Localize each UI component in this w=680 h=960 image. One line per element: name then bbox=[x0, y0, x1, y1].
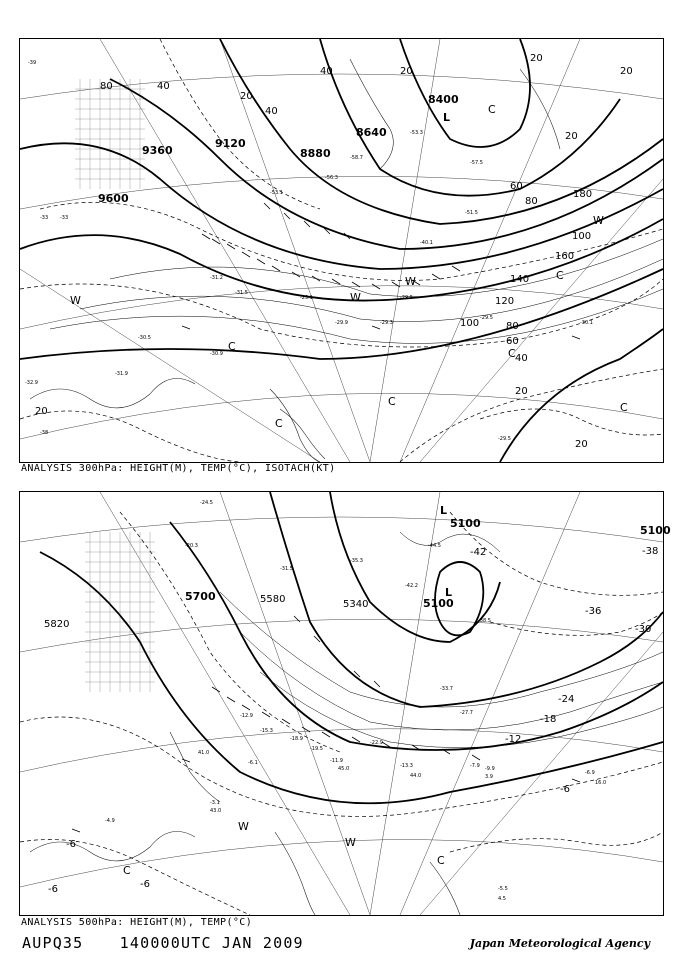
cold-mark: C bbox=[437, 854, 445, 867]
isotach-label: 100 bbox=[460, 318, 480, 329]
temperature-label: 44.0 bbox=[410, 773, 422, 779]
temperature-label: -53.1 bbox=[270, 190, 283, 196]
isotherm-label: -6 bbox=[560, 784, 570, 795]
height-label: 5100 bbox=[640, 524, 671, 537]
temperature-label: 41.0 bbox=[198, 750, 210, 756]
temperature-label: 16.0 bbox=[595, 780, 607, 786]
height-label: 5100 bbox=[423, 597, 454, 610]
temperature-label: -3.1 bbox=[210, 800, 220, 806]
cold-mark: C bbox=[228, 340, 236, 353]
temperature-label: -57.5 bbox=[470, 160, 483, 166]
chart-300hpa-panel bbox=[19, 38, 664, 463]
chart-300hpa-map bbox=[20, 39, 663, 462]
height-label: 5820 bbox=[44, 619, 70, 630]
height-label: 9360 bbox=[142, 144, 173, 157]
isotach-label: 80 bbox=[100, 81, 113, 92]
cold-mark: C bbox=[556, 269, 564, 282]
low-center-mark: L bbox=[440, 504, 448, 517]
temperature-label: -4.9 bbox=[105, 818, 115, 824]
isotach-label: 20 bbox=[530, 53, 543, 64]
temperature-label: -29.5 bbox=[498, 436, 511, 442]
isotherm-label: -6 bbox=[66, 839, 76, 850]
isotach-label: 80 bbox=[525, 196, 538, 207]
isotherm-label: -18 bbox=[540, 714, 557, 725]
temperature-label: -31.5 bbox=[235, 290, 248, 296]
temperature-label: -30.1 bbox=[580, 320, 593, 326]
cold-mark: C bbox=[388, 395, 396, 408]
cold-mark: C bbox=[123, 864, 131, 877]
temperature-label: -38 bbox=[40, 430, 49, 436]
temperature-label: -29.5 bbox=[400, 295, 413, 301]
isotherm-label: -12 bbox=[505, 734, 522, 745]
wind-hatch bbox=[75, 79, 145, 189]
temperature-label: -24.5 bbox=[200, 500, 213, 506]
temperature-label: -40.1 bbox=[420, 240, 433, 246]
cold-mark: C bbox=[275, 417, 283, 430]
isotach-label: 20 bbox=[400, 66, 413, 77]
product-code: AUPQ35 bbox=[22, 934, 84, 952]
temperature-label: 3.9 bbox=[485, 774, 493, 780]
chart-500hpa-panel bbox=[19, 491, 671, 916]
cold-mark: C bbox=[508, 347, 516, 360]
isotach-label: 20 bbox=[620, 66, 633, 77]
temperature-label: -22.9 bbox=[370, 740, 383, 746]
isotach-label: 60 bbox=[506, 336, 519, 347]
isotach-labels bbox=[35, 53, 633, 450]
height-label: 8400 bbox=[428, 93, 459, 106]
isotach-label: 140 bbox=[510, 274, 530, 285]
coastlines bbox=[30, 59, 560, 462]
isotach-label: 40 bbox=[157, 81, 170, 92]
isotach-label: 40 bbox=[515, 353, 528, 364]
temperature-label: -51.5 bbox=[465, 210, 478, 216]
isotach-label: 80 bbox=[506, 321, 519, 332]
temperature-label: 45.0 bbox=[338, 766, 350, 772]
isotherm-label: -30 bbox=[635, 624, 652, 635]
pressure-system-marks bbox=[123, 504, 452, 877]
wind-barbs bbox=[182, 203, 580, 339]
temperature-label: -29.3 bbox=[380, 320, 393, 326]
low-center-mark: L bbox=[445, 586, 453, 599]
height-label: 9120 bbox=[215, 137, 246, 150]
chart-500hpa-caption: ANALYSIS 500hPa: HEIGHT(M), TEMP(°C) bbox=[21, 917, 253, 928]
chart-500hpa-map bbox=[20, 492, 671, 915]
isotach-label: 120 bbox=[495, 296, 515, 307]
temperature-label: -33.7 bbox=[440, 686, 453, 692]
warm-mark: W bbox=[238, 820, 249, 833]
isotherm-label: -38 bbox=[642, 546, 659, 557]
height-label: 5580 bbox=[260, 594, 286, 605]
warm-mark: W bbox=[350, 291, 361, 304]
isotach-label: 20 bbox=[575, 439, 588, 450]
height-label: 8880 bbox=[300, 147, 331, 160]
temperature-label: -56.3 bbox=[325, 175, 338, 181]
temperature-label: -27.7 bbox=[460, 710, 473, 716]
isotherm-solid bbox=[220, 532, 663, 748]
temperature-label: -6.1 bbox=[248, 760, 258, 766]
height-label: 5700 bbox=[185, 590, 216, 603]
temperature-label: -53.3 bbox=[410, 130, 423, 136]
temperature-label: -31.5 bbox=[280, 566, 293, 572]
isotherm-contours bbox=[20, 512, 663, 915]
isotherm-label: -36 bbox=[585, 606, 602, 617]
temperature-label: -6.9 bbox=[585, 770, 595, 776]
temperature-label: -58.7 bbox=[350, 155, 363, 161]
isotach-label: 40 bbox=[320, 66, 333, 77]
height-label: 9600 bbox=[98, 192, 129, 205]
temperature-label: -39 bbox=[28, 60, 37, 66]
temperature-label: -30.5 bbox=[138, 335, 151, 341]
isotach-label: 160 bbox=[555, 251, 575, 262]
temperature-label: -11.9 bbox=[330, 758, 343, 764]
temperature-label: -9.9 bbox=[485, 766, 495, 772]
temperature-label: -32.9 bbox=[25, 380, 38, 386]
isotach-label: 40 bbox=[265, 106, 278, 117]
temperature-label: -33 bbox=[60, 215, 69, 221]
isotach-label: 60 bbox=[510, 181, 523, 192]
isotach-label: 100 bbox=[572, 231, 592, 242]
wind-hatch bbox=[85, 532, 155, 692]
product-header bbox=[22, 934, 330, 952]
height-label: 5340 bbox=[343, 599, 369, 610]
height-labels bbox=[98, 93, 459, 205]
chart-300hpa-caption: ANALYSIS 300hPa: HEIGHT(M), TEMP(°C), ISOTACH(KT) bbox=[21, 463, 336, 474]
warm-mark: W bbox=[593, 214, 604, 227]
analysis-timestamp: 140000UTC JAN 2009 bbox=[119, 934, 304, 952]
temperature-label: -31.2 bbox=[210, 275, 223, 281]
temperature-label: -38.5 bbox=[478, 618, 491, 624]
temperature-label: -18.9 bbox=[290, 736, 303, 742]
temperature-label: -12.9 bbox=[240, 713, 253, 719]
isotherm-label: -6 bbox=[140, 879, 150, 890]
isotherm-label: -42 bbox=[470, 547, 487, 558]
height-labels bbox=[44, 517, 671, 630]
temperature-label: 43.0 bbox=[210, 808, 222, 814]
temperature-label: -15.3 bbox=[260, 728, 273, 734]
isotach-label: 20 bbox=[240, 91, 253, 102]
temperature-label: -33 bbox=[40, 215, 49, 221]
height-label: 5100 bbox=[450, 517, 481, 530]
height-label: 8640 bbox=[356, 126, 387, 139]
isotach-label: 20 bbox=[515, 386, 528, 397]
isotherm-label: -6 bbox=[48, 884, 58, 895]
isotach-label: 20 bbox=[565, 131, 578, 142]
temperature-label: -35.3 bbox=[350, 558, 363, 564]
cold-mark: C bbox=[488, 103, 496, 116]
temperature-label: -30.9 bbox=[210, 351, 223, 357]
temperature-label: -29.1 bbox=[300, 295, 313, 301]
temperature-label: -31.9 bbox=[115, 371, 128, 377]
warm-mark: W bbox=[405, 275, 416, 288]
temperature-label: -29.5 bbox=[480, 315, 493, 321]
temperature-label: -7.9 bbox=[470, 763, 480, 769]
low-center-mark: L bbox=[443, 111, 451, 124]
temperature-label: -20.3 bbox=[185, 543, 198, 549]
temperature-label: -29.9 bbox=[335, 320, 348, 326]
isotach-label: 180 bbox=[573, 189, 593, 200]
warm-mark: W bbox=[345, 836, 356, 849]
agency-credit: Japan Meteorological Agency bbox=[469, 937, 650, 950]
warm-mark: W bbox=[70, 294, 81, 307]
height-contours bbox=[40, 492, 663, 803]
isotherm-label: -24 bbox=[558, 694, 575, 705]
temperature-label: -44.5 bbox=[428, 543, 441, 549]
temperature-label: -42.2 bbox=[405, 583, 418, 589]
temperature-label: 4.5 bbox=[498, 896, 506, 902]
temperature-label: -13.3 bbox=[400, 763, 413, 769]
temperature-label: -19.5 bbox=[310, 746, 323, 752]
cold-mark: C bbox=[620, 401, 628, 414]
isotach-label: 20 bbox=[35, 406, 48, 417]
temperature-label: -5.5 bbox=[498, 886, 508, 892]
